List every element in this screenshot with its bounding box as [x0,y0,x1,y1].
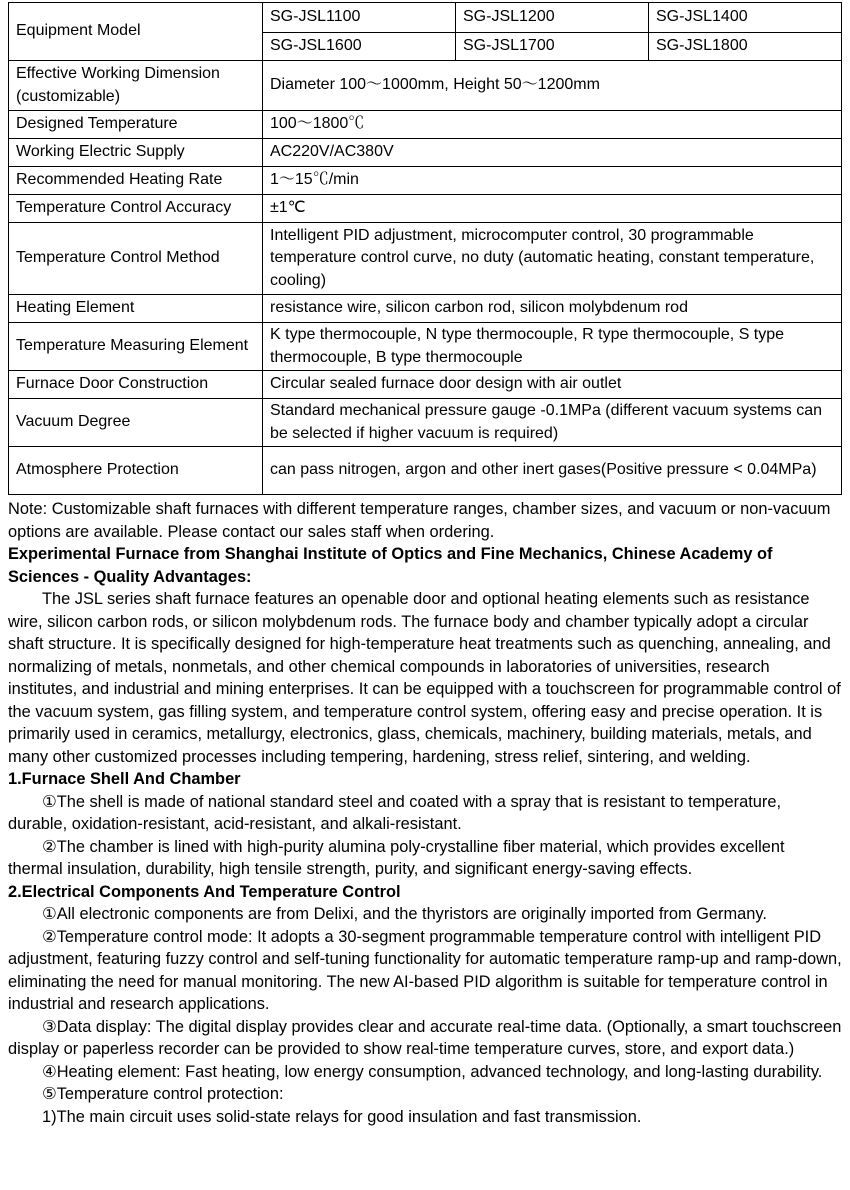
spec-table [8,2,842,495]
spec-label: Temperature Control Accuracy [9,195,263,223]
spec-value: Diameter 100～1000mm, Height 50～1200mm [263,61,842,111]
section-paragraph: ②The chamber is lined with high-purity alumina poly-crystalline fiber material, which provides excellent thermal insulation, durability, high tensile strength, purity, and significant energy-saving effects. [8,837,785,878]
spec-row [9,223,842,295]
spec-label: Temperature Control Method [9,223,263,295]
spec-label: Vacuum Degree [9,399,263,447]
spec-label: Temperature Measuring Element [9,323,263,371]
spec-value: Intelligent PID adjustment, microcomputer control, 30 programmable temperature control curve, no duty (automatic heating, constant temperature, cooling) [263,223,842,295]
spec-value: K type thermocouple, N type thermocouple, R type thermocouple, S type thermocouple, B type thermocouple [263,323,842,371]
spec-row [9,295,842,323]
model-cell: SG-JSL1400 [649,3,842,33]
spec-row [9,61,842,111]
model-cell: SG-JSL1700 [456,33,649,61]
spec-value: AC220V/AC380V [263,139,842,167]
spec-value: 1～15℃/min [263,167,842,195]
spec-row [9,195,842,223]
section-paragraph: ③Data display: The digital display provides clear and accurate real-time data. (Optionally, a smart touchscreen display or paperless recorder can be provided to show real-time temperature curves, store, and export data.) [8,1017,842,1058]
spec-label: Designed Temperature [9,111,263,139]
advantages-heading: Experimental Furnace from Shanghai Institute of Optics and Fine Mechanics, Chinese Academy of Sciences - Quality Advantages: [8,545,773,586]
spec-value: resistance wire, silicon carbon rod, silicon molybdenum rod [263,295,842,323]
spec-label: Heating Element [9,295,263,323]
spec-row [9,167,842,195]
spec-row [9,111,842,139]
spec-label: Furnace Door Construction [9,371,263,399]
spec-label: Working Electric Supply [9,139,263,167]
section-paragraph: ①The shell is made of national standard steel and coated with a spray that is resistant to temperature, durable, oxidation-resistant, acid-resistant, and alkali-resistant. [8,792,782,833]
section-paragraph: ①All electronic components are from Delixi, and the thyristors are originally imported from Germany. [42,905,767,923]
spec-row [9,371,842,399]
spec-value: Circular sealed furnace door design with air outlet [263,371,842,399]
spec-row [9,323,842,371]
spec-row [9,139,842,167]
spec-label: Atmosphere Protection [9,447,263,495]
section-paragraph: 1)The main circuit uses solid-state relays for good insulation and fast transmission. [42,1107,642,1126]
model-cell: SG-JSL1600 [263,33,456,61]
section-paragraph: ⑤Temperature control protection: [42,1085,284,1103]
model-cell: SG-JSL1200 [456,3,649,33]
spec-value: can pass nitrogen, argon and other inert gases(Positive pressure < 0.04MPa) [263,447,842,495]
spec-label: Recommended Heating Rate [9,167,263,195]
spec-row [9,447,842,495]
section-heading: 1.Furnace Shell And Chamber [8,770,241,788]
spec-label: Effective Working Dimension (customizable) [9,61,263,111]
model-label: Equipment Model [9,3,263,61]
section-paragraph: ④Heating element: Fast heating, low energy consumption, advanced technology, and long-lasting durability. [42,1062,823,1081]
spec-row [9,399,842,447]
model-cell: SG-JSL1100 [263,3,456,33]
model-row [9,3,842,33]
body-text [8,498,842,1128]
spec-value: Standard mechanical pressure gauge -0.1MPa (different vacuum systems can be selected if higher vacuum is required) [263,399,842,447]
note-paragraph: Note: Customizable shaft furnaces with different temperature ranges, chamber sizes, and vacuum or non-vacuum options are available. Please contact our sales staff when ordering. [8,500,831,541]
spec-value: 100～1800℃ [263,111,842,139]
section-paragraph: ②Temperature control mode: It adopts a 30-segment programmable temperature control with intelligent PID adjustment, featuring fuzzy control and self-tuning functionality for automatic temperature ramp-up and ramp-down, eliminating the need for manual monitoring. The new AI-based PID algorithm is suitable for temperature control in industrial and research applications. [8,927,842,1013]
model-cell: SG-JSL1800 [649,33,842,61]
section-heading: 2.Electrical Components And Temperature Control [8,882,401,901]
spec-value: ±1℃ [263,195,842,223]
intro-paragraph: The JSL series shaft furnace features an openable door and optional heating elements such as resistance wire, silicon carbon rods, or silicon molybdenum rods. The furnace body and chamber typically adopt a circular shaft structure. It is specifically designed for high-temperature heat treatments such as quenching, annealing, and normalizing of metals, nonmetals, and other chemical compounds in laboratories of universities, research institutes, and industrial and mining enterprises. It can be equipped with a touchscreen for programmable control of the vacuum system, gas filling system, and temperature control system, offering easy and precise operation. It is primarily used in ceramics, metallurgy, electronics, glass, chemicals, machinery, building materials, metals, and many other customized processes including tempering, hardening, stress relief, sintering, and welding. [8,590,841,766]
